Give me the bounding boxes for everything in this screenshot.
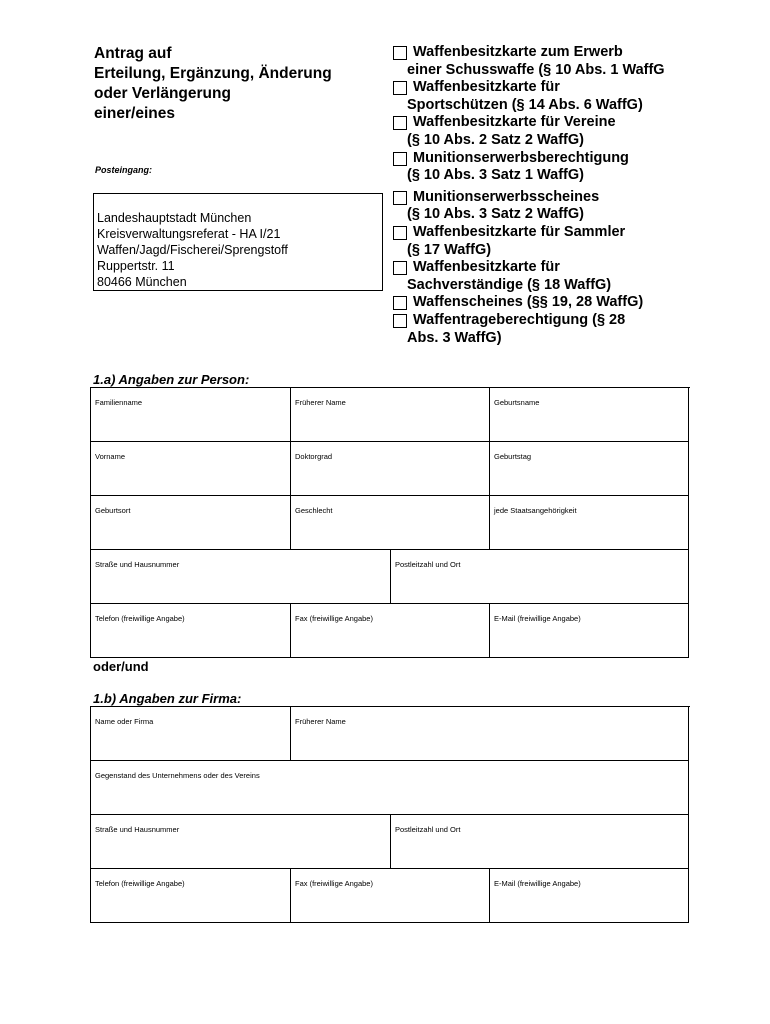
- field-label: Früherer Name: [295, 717, 346, 726]
- form-row: [91, 442, 690, 496]
- option-checkbox[interactable]: [393, 152, 407, 166]
- posteingang-label: Posteingang:: [95, 165, 153, 175]
- firma-fields-grid: [90, 706, 690, 923]
- form-title-line: einer/eines: [94, 105, 175, 122]
- geburtsort-input[interactable]: [91, 514, 290, 549]
- field-label: Geschlecht: [295, 506, 333, 515]
- form-title: [94, 44, 394, 124]
- option-wbk-sportschuetzen: [393, 79, 723, 114]
- option-checkbox[interactable]: [393, 116, 407, 130]
- form-title-line: oder Verlängerung: [94, 85, 231, 102]
- option-label: Waffenbesitzkarte für Sammler: [413, 223, 626, 240]
- option-label: Waffenbesitzkarte für: [413, 259, 560, 276]
- vorname-input[interactable]: [91, 460, 290, 495]
- option-label: Sportschützen (§ 14 Abs. 6 WaffG): [407, 96, 643, 113]
- field-label: jede Staatsangehörigkeit: [494, 506, 577, 515]
- field-label: Fax (freiwillige Angabe): [295, 614, 373, 623]
- gegenstand-input[interactable]: [91, 779, 688, 814]
- option-checkbox[interactable]: [393, 46, 407, 60]
- field-label: Geburtsname: [494, 398, 540, 407]
- field-label: Vorname: [95, 452, 126, 461]
- option-label: Abs. 3 WaffG): [407, 329, 502, 346]
- familienname-input[interactable]: [91, 406, 290, 441]
- option-munitionserwerb: [393, 150, 723, 185]
- address-line: Landeshauptstadt München: [97, 211, 252, 225]
- field-geburtsname: [490, 388, 689, 442]
- option-waffentrageberechtigung: [393, 312, 723, 347]
- field-plz-ort: [391, 550, 689, 604]
- fax-input[interactable]: [291, 622, 489, 657]
- option-label: Munitionserwerbsberechtigung: [413, 149, 629, 166]
- plz-ort-input[interactable]: [391, 568, 688, 603]
- field-firma-email: [490, 869, 689, 923]
- option-label: einer Schusswaffe (§ 10 Abs. 1 WaffG: [407, 61, 665, 78]
- field-firma-fax: [291, 869, 490, 923]
- field-geburtstag: [490, 442, 689, 496]
- form-row: [91, 604, 690, 658]
- field-email: [490, 604, 689, 658]
- field-geschlecht: [291, 496, 490, 550]
- field-label: E-Mail (freiwillige Angabe): [494, 614, 581, 623]
- option-checkbox[interactable]: [393, 261, 407, 275]
- field-label: Familienname: [95, 398, 143, 407]
- person-fields-grid: [90, 387, 690, 658]
- firma-plz-ort-input[interactable]: [391, 833, 688, 868]
- field-label: Telefon (freiwillige Angabe): [95, 614, 185, 623]
- option-checkbox[interactable]: [393, 191, 407, 205]
- field-staatsangehoerigkeit: [490, 496, 689, 550]
- section-person-title: 1.a) Angaben zur Person:: [93, 372, 250, 387]
- option-label: Sachverständige (§ 18 WaffG): [407, 276, 612, 293]
- application-type-options: [393, 44, 723, 347]
- doktorgrad-input[interactable]: [291, 460, 489, 495]
- option-checkbox[interactable]: [393, 81, 407, 95]
- option-checkbox[interactable]: [393, 296, 407, 310]
- option-label: Waffentrageberechtigung (§ 28: [413, 311, 626, 328]
- form-row: [91, 707, 690, 761]
- option-munitionserwerbsschein: [393, 189, 723, 224]
- field-label: E-Mail (freiwillige Angabe): [494, 879, 581, 888]
- field-strasse: [91, 550, 391, 604]
- option-label: (§ 17 WaffG): [407, 241, 492, 258]
- option-label: Waffenbesitzkarte zum Erwerb: [413, 44, 623, 60]
- address-line: Ruppertstr. 11: [97, 259, 175, 273]
- form-row: [91, 761, 690, 815]
- section-firma-title: 1.b) Angaben zur Firma:: [93, 691, 242, 706]
- authority-address-box: [93, 193, 383, 291]
- form-title-line: Antrag auf: [94, 45, 172, 62]
- field-geburtsort: [91, 496, 291, 550]
- option-wbk-sachverstaendige: [393, 259, 723, 294]
- form-title-line: Erteilung, Ergänzung, Änderung: [94, 65, 332, 82]
- field-label: Postleitzahl und Ort: [395, 825, 461, 834]
- name-firma-input[interactable]: [91, 725, 290, 760]
- staatsangehoerigkeit-input[interactable]: [490, 514, 688, 549]
- email-input[interactable]: [490, 622, 688, 657]
- form-row: [91, 869, 690, 923]
- field-firma-frueherer-name: [291, 707, 689, 761]
- option-wbk-sammler: [393, 224, 723, 259]
- option-label: Waffenbesitzkarte für: [413, 79, 560, 96]
- field-firma-plz-ort: [391, 815, 689, 869]
- field-firma-strasse: [91, 815, 391, 869]
- address-line: 80466 München: [97, 275, 187, 289]
- field-label: Geburtsort: [95, 506, 131, 515]
- field-firma-telefon: [91, 869, 291, 923]
- form-row: [91, 550, 690, 604]
- field-fax: [291, 604, 490, 658]
- field-name-firma: [91, 707, 291, 761]
- firma-telefon-input[interactable]: [91, 887, 290, 922]
- firma-fax-input[interactable]: [291, 887, 489, 922]
- geschlecht-input[interactable]: [291, 514, 489, 549]
- form-row: [91, 815, 690, 869]
- field-doktorgrad: [291, 442, 490, 496]
- field-gegenstand: [91, 761, 689, 815]
- option-wbk-vereine: [393, 114, 723, 149]
- form-row: [91, 388, 690, 442]
- form-row: [91, 496, 690, 550]
- option-waffenschein: [393, 294, 723, 312]
- field-label: Postleitzahl und Ort: [395, 560, 461, 569]
- option-label: Waffenscheines (§§ 19, 28 WaffG): [413, 294, 644, 311]
- field-telefon: [91, 604, 291, 658]
- option-label: (§ 10 Abs. 3 Satz 1 WaffG): [407, 167, 584, 184]
- telefon-input[interactable]: [91, 622, 290, 657]
- field-label: Früherer Name: [295, 398, 346, 407]
- firma-email-input[interactable]: [490, 887, 688, 922]
- option-label: (§ 10 Abs. 2 Satz 2 WaffG): [407, 131, 584, 148]
- option-label: (§ 10 Abs. 3 Satz 2 WaffG): [407, 206, 584, 223]
- field-label: Doktorgrad: [295, 452, 333, 461]
- oder-und-label: oder/und: [93, 659, 149, 674]
- field-vorname: [91, 442, 291, 496]
- option-label: Munitionserwerbsscheines: [413, 188, 600, 205]
- firma-frueherer-name-input[interactable]: [291, 725, 688, 760]
- firma-strasse-input[interactable]: [91, 833, 390, 868]
- strasse-input[interactable]: [91, 568, 390, 603]
- field-label: Geburtstag: [494, 452, 532, 461]
- field-label: Fax (freiwillige Angabe): [295, 879, 373, 888]
- address-line: Kreisverwaltungsreferat - HA I/21: [97, 227, 281, 241]
- field-label: Straße und Hausnummer: [95, 825, 180, 834]
- option-label: Waffenbesitzkarte für Vereine: [413, 114, 616, 131]
- address-line: Waffen/Jagd/Fischerei/Sprengstoff: [97, 243, 288, 257]
- field-label: Straße und Hausnummer: [95, 560, 180, 569]
- option-checkbox[interactable]: [393, 226, 407, 240]
- option-wbk-erwerb: [393, 44, 723, 79]
- geburtsname-input[interactable]: [490, 406, 688, 441]
- field-familienname: [91, 388, 291, 442]
- field-label: Gegenstand des Unternehmens oder des Vereins: [95, 771, 260, 780]
- field-frueherer-name: [291, 388, 490, 442]
- geburtstag-input[interactable]: [490, 460, 688, 495]
- frueherer-name-input[interactable]: [291, 406, 489, 441]
- field-label: Telefon (freiwillige Angabe): [95, 879, 185, 888]
- field-label: Name oder Firma: [95, 717, 154, 726]
- option-checkbox[interactable]: [393, 314, 407, 328]
